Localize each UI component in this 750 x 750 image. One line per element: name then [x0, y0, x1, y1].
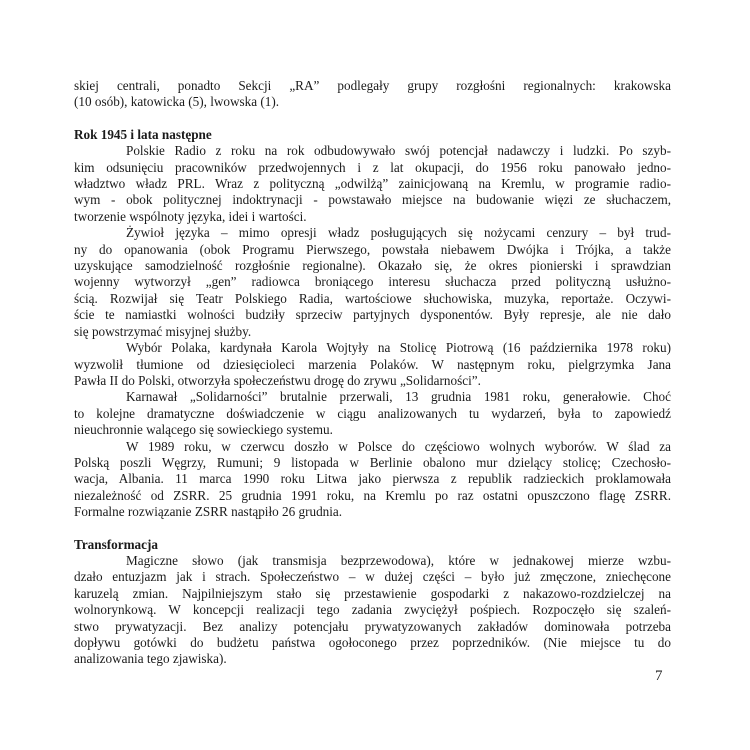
- text-line: się powstrzymać misyjnej służby.: [74, 323, 252, 339]
- text-line: to kolejne dramatyczne doświadczenie w ciągu analizowanych tu wydarzeń, była to zapowiedź: [74, 405, 671, 421]
- text-line: nieuchronnie walącego się sowieckiego systemu.: [74, 422, 333, 438]
- paragraph: [74, 439, 671, 521]
- text-line: karuzelą zmian. Najpilniejszym stało się przestawienie gospodarki z nakazowo-rozdzielczej na: [74, 585, 671, 601]
- text-line: wym - obok politycznej indoktrynacji - powstawało miejsce na budowanie więzi ze słuchaczem,: [74, 192, 671, 208]
- paragraph: [74, 225, 671, 340]
- document-page: [74, 78, 671, 668]
- text-line: tworzenie wspólnoty języka, idei i wartości.: [74, 208, 307, 224]
- text-line: Pawła II do Polski, otworzyła społeczeństwu drogę do zrywu „Solidarności”.: [74, 372, 481, 388]
- text-line: władztwo władz PRL. Wraz z polityczną „odwilżą” zainicjowaną na Kremlu, w programie radio-: [74, 176, 671, 192]
- text-line: Magiczne słowo (jak transmisja bezprzewodowa), które w jednakowej mierze wzbu-: [126, 552, 671, 568]
- text-line: stwo prywatyzacji. Bez analizy potencjału prywatyzowanych zakładów dominowała potrzeba: [74, 618, 671, 634]
- text-line: Żywioł języka – mimo opresji władz posługujących się nożycami cenzury – był trud-: [126, 225, 671, 241]
- text-line: Polskie Radio z roku na rok odbudowywało swój potencjał nadawczy i ludzki. Po szyb-: [126, 143, 671, 159]
- paragraph: [74, 340, 671, 389]
- text-line: skiej centrali, ponadto Sekcji „RA” podlegały grupy rozgłośni regionalnych: krakowska: [74, 78, 671, 93]
- text-line: wolnorynkową. W koncepcji realizacji tego zadania zwyciężył pośpiech. Rozpoczęło się szaleń-: [74, 602, 671, 618]
- paragraph: [74, 389, 671, 438]
- text-line: analizowania tego zjawiska).: [74, 651, 227, 667]
- text-line: ny do opanowania (obok Programu Pierwszego, powstała niebawem Dwójka i Trójka, a także: [74, 241, 671, 257]
- page-number: 7: [655, 668, 663, 684]
- text-line: Wybór Polaka, kardynała Karola Wojtyły na Stolicę Piotrową (16 października 1978 roku): [126, 340, 671, 356]
- text-line: wacja, Albania. 11 marca 1990 roku Litwa jako pierwsza z republik radzieckich proklamowała: [74, 471, 671, 487]
- intro-paragraph: [74, 78, 671, 111]
- text-line: Karnawał „Solidarności” brutalnie przerwali, 13 grudnia 1981 roku, generałowie. Choć: [126, 389, 671, 405]
- text-line: uzyskujące samodzielność rozgłośnie regionalne). Okazało się, że okres pionierski i sprawdzian: [74, 258, 671, 274]
- text-line: wyzwolił tłumione od dziesięcioleci marzenia Polaków. W następnym roku, pielgrzymka Jana: [74, 356, 671, 372]
- text-line: Formalne rozwiązanie ZSRR nastąpiło 26 grudnia.: [74, 504, 343, 520]
- text-line: niezależność od ZSRR. 25 grudnia 1991 roku, na Kremlu po raz ostatni opuszczono flagę ZSRR.: [74, 487, 671, 503]
- text-line: dzało entuzjazm jak i strach. Społeczeństwo – w dużej części – było już zmęczone, zniechęcone: [74, 569, 671, 585]
- paragraph: [74, 553, 671, 668]
- text-line: kim odsunięciu pracowników przedwojennych i z lat okupacji, do 1956 roku panowało jedno-: [74, 159, 671, 175]
- text-line: ścią. Rozwijał się Teatr Polskiego Radia, wartościowe słuchowiska, muzyka, reportaże. Oczywi-: [74, 290, 671, 306]
- text-line: ście te namiastki wolności budziły sprzeciw partyjnych dysponentów. Były represje, ale nie dało: [74, 307, 671, 323]
- text-line: W 1989 roku, w czerwcu doszło w Polsce do częściowo wolnych wyborów. W ślad za: [126, 438, 671, 454]
- text-line: dopływu gotówki do budżetu państwa ogołoconego przez poprzedników. (Nie miejsce tu do: [74, 635, 671, 650]
- text-line: Polską poszli Węgrzy, Rumuni; 9 listopada w Berlinie obalono mur dzielący stolicę; Czechosło-: [74, 454, 671, 470]
- text-line: (10 osób), katowicka (5), lwowska (1).: [74, 94, 280, 110]
- section-heading: Rok 1945 i lata następne: [74, 126, 212, 142]
- text-line: wojenny wytworzył „gen” radiowca broniącego interesu słuchacza przed polityczną usłużno-: [74, 274, 671, 290]
- paragraph: [74, 143, 671, 225]
- section-heading: Transformacja: [74, 536, 158, 552]
